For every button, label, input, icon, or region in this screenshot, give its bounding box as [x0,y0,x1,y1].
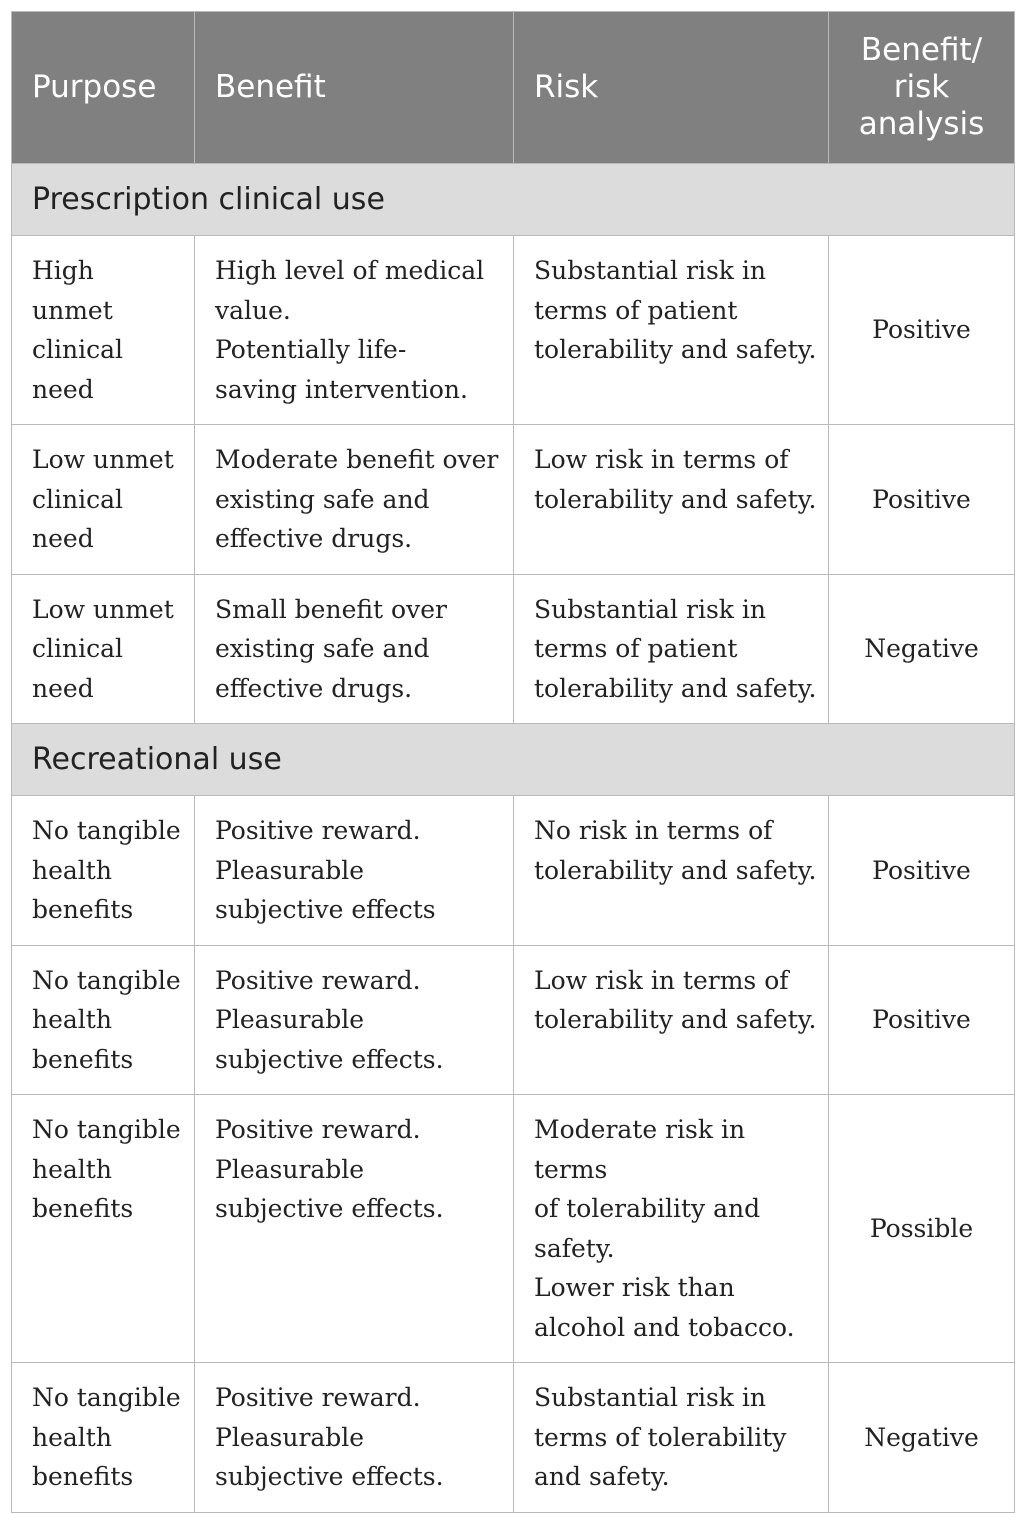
text-line: Substantial risk in [534,256,766,285]
purpose-cell [12,945,195,1095]
benefit-risk-table [11,11,1015,1513]
benefit-cell [195,1363,514,1513]
purpose-cell [12,236,195,425]
header-analysis-line: risk [893,69,950,105]
text-line: Lower risk than [534,1273,735,1302]
text-line: Low unmet [32,594,174,624]
text-line: Positive reward. [215,1383,421,1412]
text-line: health [32,1005,112,1034]
analysis-cell: Possible [829,1095,1015,1363]
section-row-recreational [12,724,1015,796]
risk-cell [514,574,829,724]
risk-cell [514,945,829,1095]
text-line: No tangible [32,965,181,995]
text-line: effective drugs. [215,673,413,703]
text-line: High level of medical [215,256,485,285]
text-line: Moderate risk in terms [534,1115,746,1184]
header-row [12,12,1015,164]
text-line: health [32,1154,112,1184]
text-line: and safety. [534,1462,670,1491]
text-line: need [32,673,94,703]
analysis-cell: Positive [829,796,1015,946]
text-line: existing safe and [215,484,430,514]
header-benefit: Benefit [195,12,514,164]
analysis-cell: Positive [829,425,1015,575]
text-line: terms of tolerability [534,1422,787,1452]
header-analysis-line: analysis [858,106,985,142]
text-line: tolerability and safety. [534,484,817,514]
text-line: unmet [32,295,113,325]
text-line: Pleasurable [215,855,365,885]
text-line: Pleasurable [215,1422,365,1452]
header-analysis [829,12,1015,164]
analysis-cell: Positive [829,236,1015,425]
risk-cell [514,1095,829,1363]
text-line: tolerability and safety. [534,1005,817,1034]
text-line: clinical [32,484,123,514]
table-row [12,574,1015,724]
risk-cell [514,425,829,575]
text-line: health [32,1422,112,1452]
text-line: Potentially life- [215,335,407,364]
table-row [12,425,1015,575]
benefit-cell [195,236,514,425]
text-line: clinical [32,634,123,663]
text-line: No tangible [32,1115,181,1144]
text-line: alcohol and tobacco. [534,1312,795,1342]
benefit-cell [195,1095,514,1363]
text-line: No tangible [32,1383,181,1412]
section-title-prescription: Prescription clinical use [12,164,1015,236]
text-line: tolerability and safety. [534,673,817,703]
benefit-cell [195,796,514,946]
text-line: value. [215,295,291,325]
text-line: clinical [32,335,123,364]
text-line: Positive reward. [215,1115,421,1144]
text-line: subjective effects. [215,1044,444,1074]
text-line: subjective effects. [215,1462,444,1491]
text-line: tolerability and safety. [534,855,817,885]
text-line: Pleasurable [215,1005,365,1034]
text-line: Low risk in terms of [534,965,789,995]
text-line: benefits [32,1194,134,1223]
text-line: of tolerability and [534,1194,761,1223]
text-line: need [32,524,94,553]
analysis-cell: Negative [829,574,1015,724]
text-line: subjective effects. [215,1194,444,1223]
table-row [12,796,1015,946]
risk-cell [514,1363,829,1513]
risk-cell [514,796,829,946]
analysis-cell: Positive [829,945,1015,1095]
text-line: Positive reward. [215,816,421,845]
purpose-cell [12,1363,195,1513]
header-risk: Risk [514,12,829,164]
text-line: health [32,855,112,885]
table-row [12,945,1015,1095]
text-line: Low risk in terms of [534,445,789,474]
text-line: benefits [32,1044,134,1074]
benefit-cell [195,574,514,724]
purpose-cell [12,574,195,724]
text-line: Moderate benefit over [215,445,499,474]
text-line: terms of patient [534,295,738,325]
text-line: Pleasurable [215,1154,365,1184]
text-line: Positive reward. [215,965,421,995]
table-row [12,236,1015,425]
text-line: Substantial risk in [534,594,766,624]
purpose-cell [12,1095,195,1363]
benefit-cell [195,425,514,575]
table-row [12,1095,1015,1363]
text-line: saving intervention. [215,374,468,404]
text-line: benefits [32,1462,134,1491]
text-line: terms of patient [534,634,738,663]
section-row-prescription [12,164,1015,236]
header-purpose: Purpose [12,12,195,164]
text-line: Small benefit over [215,594,447,624]
text-line: No tangible [32,816,181,845]
text-line: need [32,374,94,404]
text-line: safety. [534,1233,615,1263]
section-title-recreational: Recreational use [12,724,1015,796]
table-row [12,1363,1015,1513]
text-line: No risk in terms of [534,816,773,845]
purpose-cell [12,425,195,575]
text-line: Substantial risk in [534,1383,766,1412]
text-line: subjective effects [215,895,436,924]
benefit-cell [195,945,514,1095]
text-line: tolerability and safety. [534,335,817,364]
analysis-cell: Negative [829,1363,1015,1513]
text-line: High [32,256,94,285]
text-line: benefits [32,895,134,924]
risk-cell [514,236,829,425]
header-analysis-line: Benefit/ [860,32,983,68]
text-line: existing safe and [215,634,430,663]
text-line: effective drugs. [215,524,413,553]
text-line: Low unmet [32,445,174,474]
purpose-cell [12,796,195,946]
